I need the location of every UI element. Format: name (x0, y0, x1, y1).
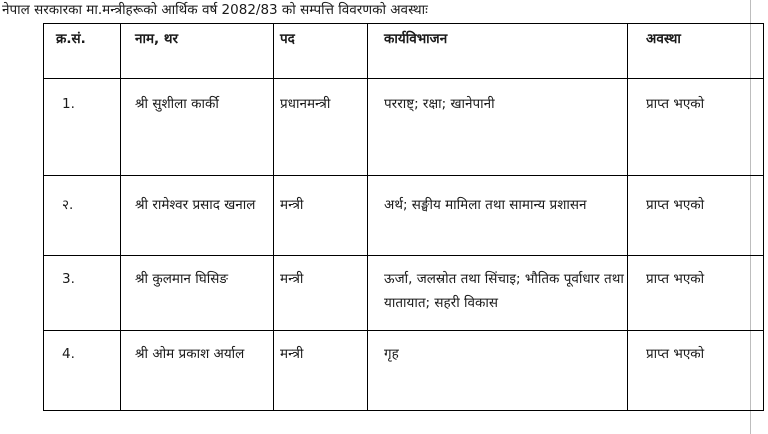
table-row (44, 79, 764, 176)
cell-sn: 1. (44, 79, 121, 176)
column-header-sn: क्र.सं. (44, 24, 121, 79)
cell-name: श्री ओम प्रकाश अर्याल (121, 331, 274, 411)
cell-name: श्री रामेश्वर प्रसाद खनाल (121, 176, 274, 256)
cell-portfolio: परराष्ट्; रक्षा; खानेपानी (368, 79, 628, 176)
cell-sn: 4. (44, 331, 121, 411)
column-header-name: नाम, थर (121, 24, 274, 79)
cell-sn: २. (44, 176, 121, 256)
column-header-post: पद (274, 24, 368, 79)
column-header-status: अवस्था (628, 24, 764, 79)
cell-status: प्राप्त भएको (628, 79, 764, 176)
table-row (44, 176, 764, 256)
table-row (44, 256, 764, 331)
cell-status: प्राप्त भएको (628, 176, 764, 256)
cell-sn: 3. (44, 256, 121, 331)
table-row (44, 331, 764, 411)
cell-post: मन्त्री (274, 176, 368, 256)
cell-portfolio: ऊर्जा, जलस्रोत तथा सिंचाइ; भौतिक पूर्वाधार तथा यातायात; सहरी विकास (368, 256, 628, 331)
cell-post: मन्त्री (274, 256, 368, 331)
page-heading: नेपाल सरकारका मा.मन्त्रीहरूको आर्थिक वर्ष 2082/83 को सम्पत्ति विवरणको अवस्थाः (2, 2, 428, 18)
column-header-portfolio: कार्यविभाजन (368, 24, 628, 79)
ministers-asset-status-table (43, 23, 764, 411)
cell-post: मन्त्री (274, 331, 368, 411)
cell-name: श्री सुशीला कार्की (121, 79, 274, 176)
cell-post: प्रधानमन्त्री (274, 79, 368, 176)
cell-status: प्राप्त भएको (628, 331, 764, 411)
cell-portfolio: गृह (368, 331, 628, 411)
table-header-row (44, 24, 764, 79)
cell-portfolio: अर्थ; सङ्घीय मामिला तथा सामान्य प्रशासन (368, 176, 628, 256)
cell-name: श्री कुलमान घिसिङ (121, 256, 274, 331)
cell-status: प्राप्त भएको (628, 256, 764, 331)
